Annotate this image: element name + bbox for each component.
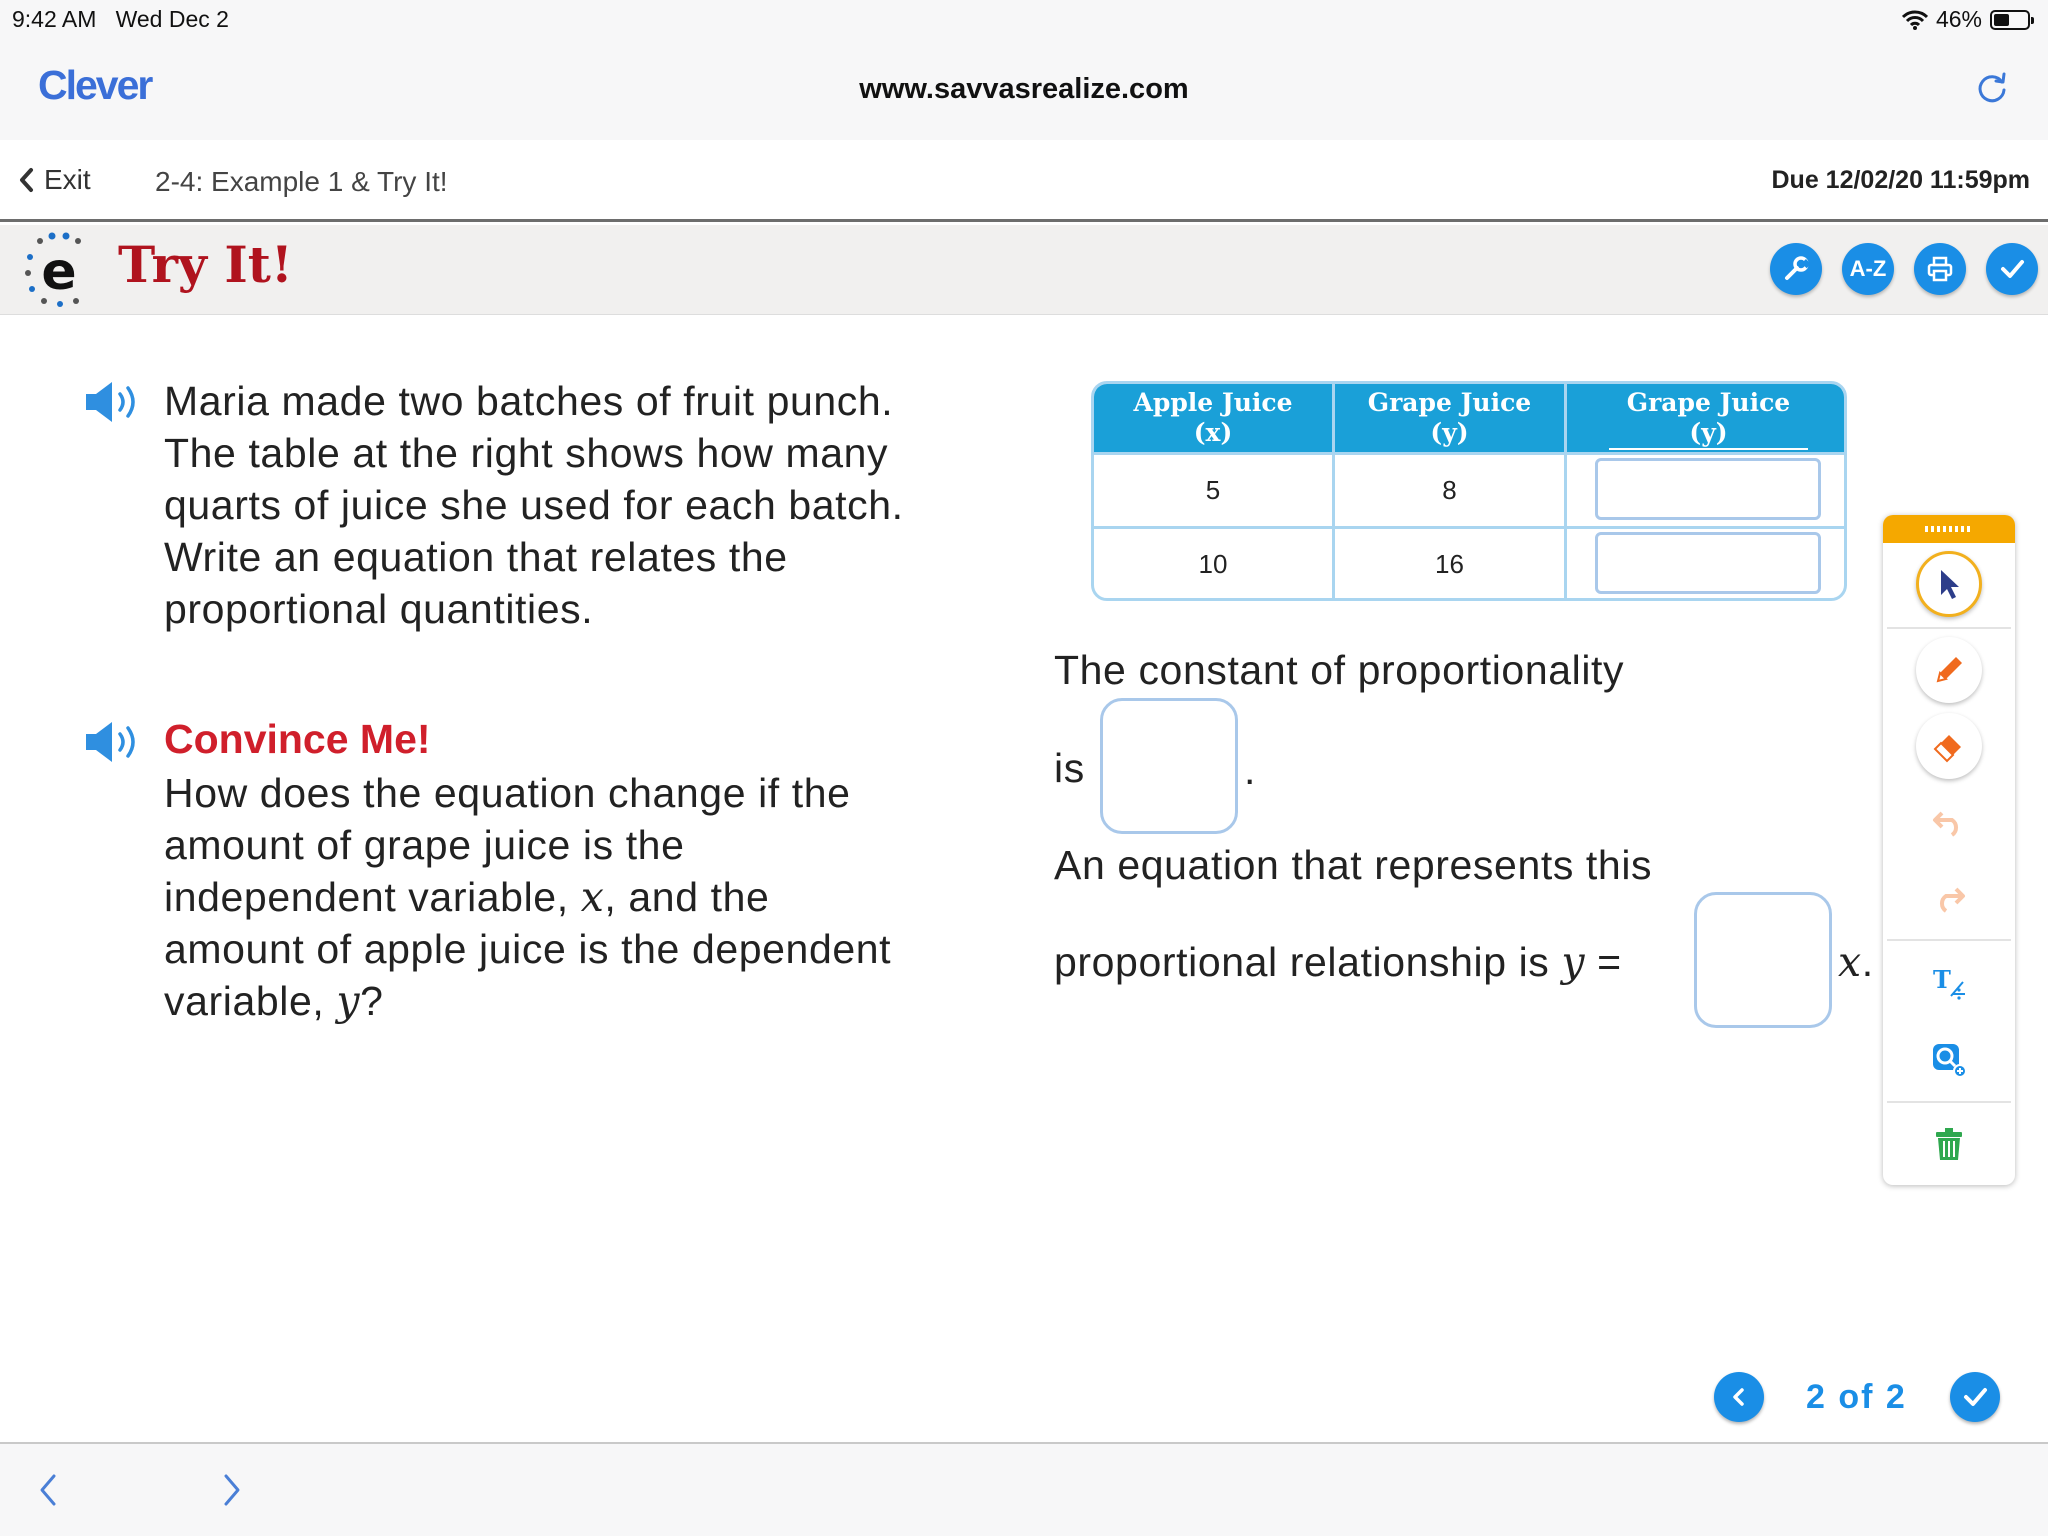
eraser-icon [1931,729,1967,763]
problem-line: quarts of juice she used for each batch. [164,482,904,528]
battery-nub [2031,17,2034,24]
table-cell-grape: 16 [1335,526,1567,600]
svg-text:e: e [41,242,77,302]
problem-line: Maria made two batches of fruit punch. [164,378,894,424]
redo-button[interactable] [1916,865,1982,931]
table-header-ratio [1567,384,1847,452]
status-bar [0,0,2048,40]
drawing-toolbar [1883,515,2015,1185]
page-title: Try It! [118,235,293,294]
assignment-title: 2-4: Example 1 & Try It! [155,166,448,197]
browser-forward-icon[interactable] [216,1472,246,1508]
chevron-left-icon [18,167,34,193]
redo-icon [1932,883,1966,913]
convince-text: variable, [164,978,337,1024]
convince-line [164,871,891,923]
battery-icon [1990,10,2030,30]
convince-text: , and the [604,874,770,920]
reload-icon[interactable] [1974,70,2010,106]
page-indicator: 2 of 2 [1806,1378,1907,1416]
wrench-icon [1782,255,1810,283]
convince-text: ? [360,978,384,1024]
ratio-answer-input[interactable] [1595,532,1821,594]
relationship-label: proportional relationship is [1054,939,1562,985]
browser-back-icon[interactable] [34,1472,64,1508]
status-time: 9:42 AM [12,6,97,32]
problem-text [164,375,904,635]
equals-sign: = [1597,939,1622,985]
undo-button[interactable] [1916,789,1982,855]
variable-y: y [336,977,361,1025]
assignment-bar [0,140,2048,222]
clever-logo[interactable]: Clever [38,62,152,108]
constant-text: The constant of proportionality [1054,647,1625,693]
convince-line: How does the equation change if the [164,770,851,816]
toolbar-separator [1887,939,2011,941]
submit-check-button[interactable] [1986,243,2038,295]
toolbar-separator [1887,1101,2011,1103]
period: . [1861,939,1874,985]
table-cell-apple: 5 [1094,452,1335,526]
variable-x: x [580,873,605,921]
print-icon [1926,255,1954,283]
eraser-tool-button[interactable] [1916,713,1982,779]
convince-line: amount of apple juice is the dependent [164,926,892,972]
grip-dots [1925,526,1973,532]
glossary-icon: A-Z [1849,256,1887,281]
pencil-icon [1932,653,1966,687]
variable-x: x [1838,938,1862,986]
text-tool-icon [1929,964,1969,1004]
speaker-icon[interactable] [84,720,146,764]
glossary-button[interactable] [1842,243,1894,295]
problem-line: The table at the right shows how many [164,430,889,476]
problem-line: Write an equation that relates the [164,534,788,580]
convince-me-title: Convince Me! [164,716,431,762]
toolbar-drag-handle[interactable] [1883,515,2015,543]
is-label: is [1054,745,1085,791]
table-header-apple [1094,384,1335,452]
equation-answer-input[interactable] [1694,892,1832,1028]
svg-text:T: T [1933,965,1951,994]
convince-line [164,975,891,1027]
problem-line: proportional quantities. [164,586,594,632]
convince-me-text [164,767,891,1027]
x-term [1838,938,1874,986]
zoom-icon [1929,1040,1969,1080]
check-icon [1998,255,2026,283]
toolbar-separator [1887,627,2011,629]
chevron-left-icon [1729,1387,1749,1407]
text-tool-button[interactable] [1916,951,1982,1017]
header-line: (x) [1193,418,1233,447]
status-date: Wed Dec 2 [115,6,229,32]
header-line: (y) [1430,418,1469,447]
speaker-icon[interactable] [84,380,146,424]
table-cell-grape: 8 [1335,452,1567,526]
zoom-tool-button[interactable] [1916,1027,1982,1093]
header-line: Apple Juice [1133,388,1293,417]
status-right [1902,6,2030,33]
table-cell-apple: 10 [1094,526,1335,600]
constant-answer-input[interactable] [1100,698,1238,834]
battery-fill [1994,14,2009,26]
etext-logo-icon [22,231,94,307]
relationship-text [1054,938,1622,986]
print-button[interactable] [1914,243,1966,295]
exit-label: Exit [44,164,91,195]
variable-y: y [1561,938,1586,986]
pencil-tool-button[interactable] [1916,637,1982,703]
header-numerator: Grape Juice (y) [1609,388,1808,450]
browser-bottom-bar [0,1442,2048,1536]
convince-line: amount of grape juice is the [164,822,685,868]
exit-button[interactable] [18,164,91,196]
convince-text: independent variable, [164,874,581,920]
try-it-header [0,225,2048,315]
select-pointer-icon [1934,567,1964,601]
url-field[interactable]: www.savvasrealize.com [859,73,1189,105]
wifi-icon [1902,10,1928,30]
due-date: Due 12/02/20 11:59pm [1771,166,2030,194]
previous-page-button[interactable] [1714,1372,1764,1422]
equation-text: An equation that represents this [1054,842,1653,888]
ratio-answer-input[interactable] [1595,458,1821,520]
period: . [1244,747,1256,793]
juice-table [1091,381,1847,601]
status-time-date [12,6,229,33]
tools-button[interactable] [1770,243,1822,295]
header-line: Grape Juice [1367,388,1532,417]
battery-percent: 46% [1935,6,1982,32]
browser-bar [0,40,2048,140]
select-tool-button[interactable] [1916,551,1982,617]
table-header-grape [1335,384,1567,452]
undo-icon [1932,807,1966,837]
trash-icon [1933,1126,1965,1162]
check-icon [1961,1383,1989,1411]
page-done-button[interactable] [1950,1372,2000,1422]
clear-all-button[interactable] [1916,1111,1982,1177]
